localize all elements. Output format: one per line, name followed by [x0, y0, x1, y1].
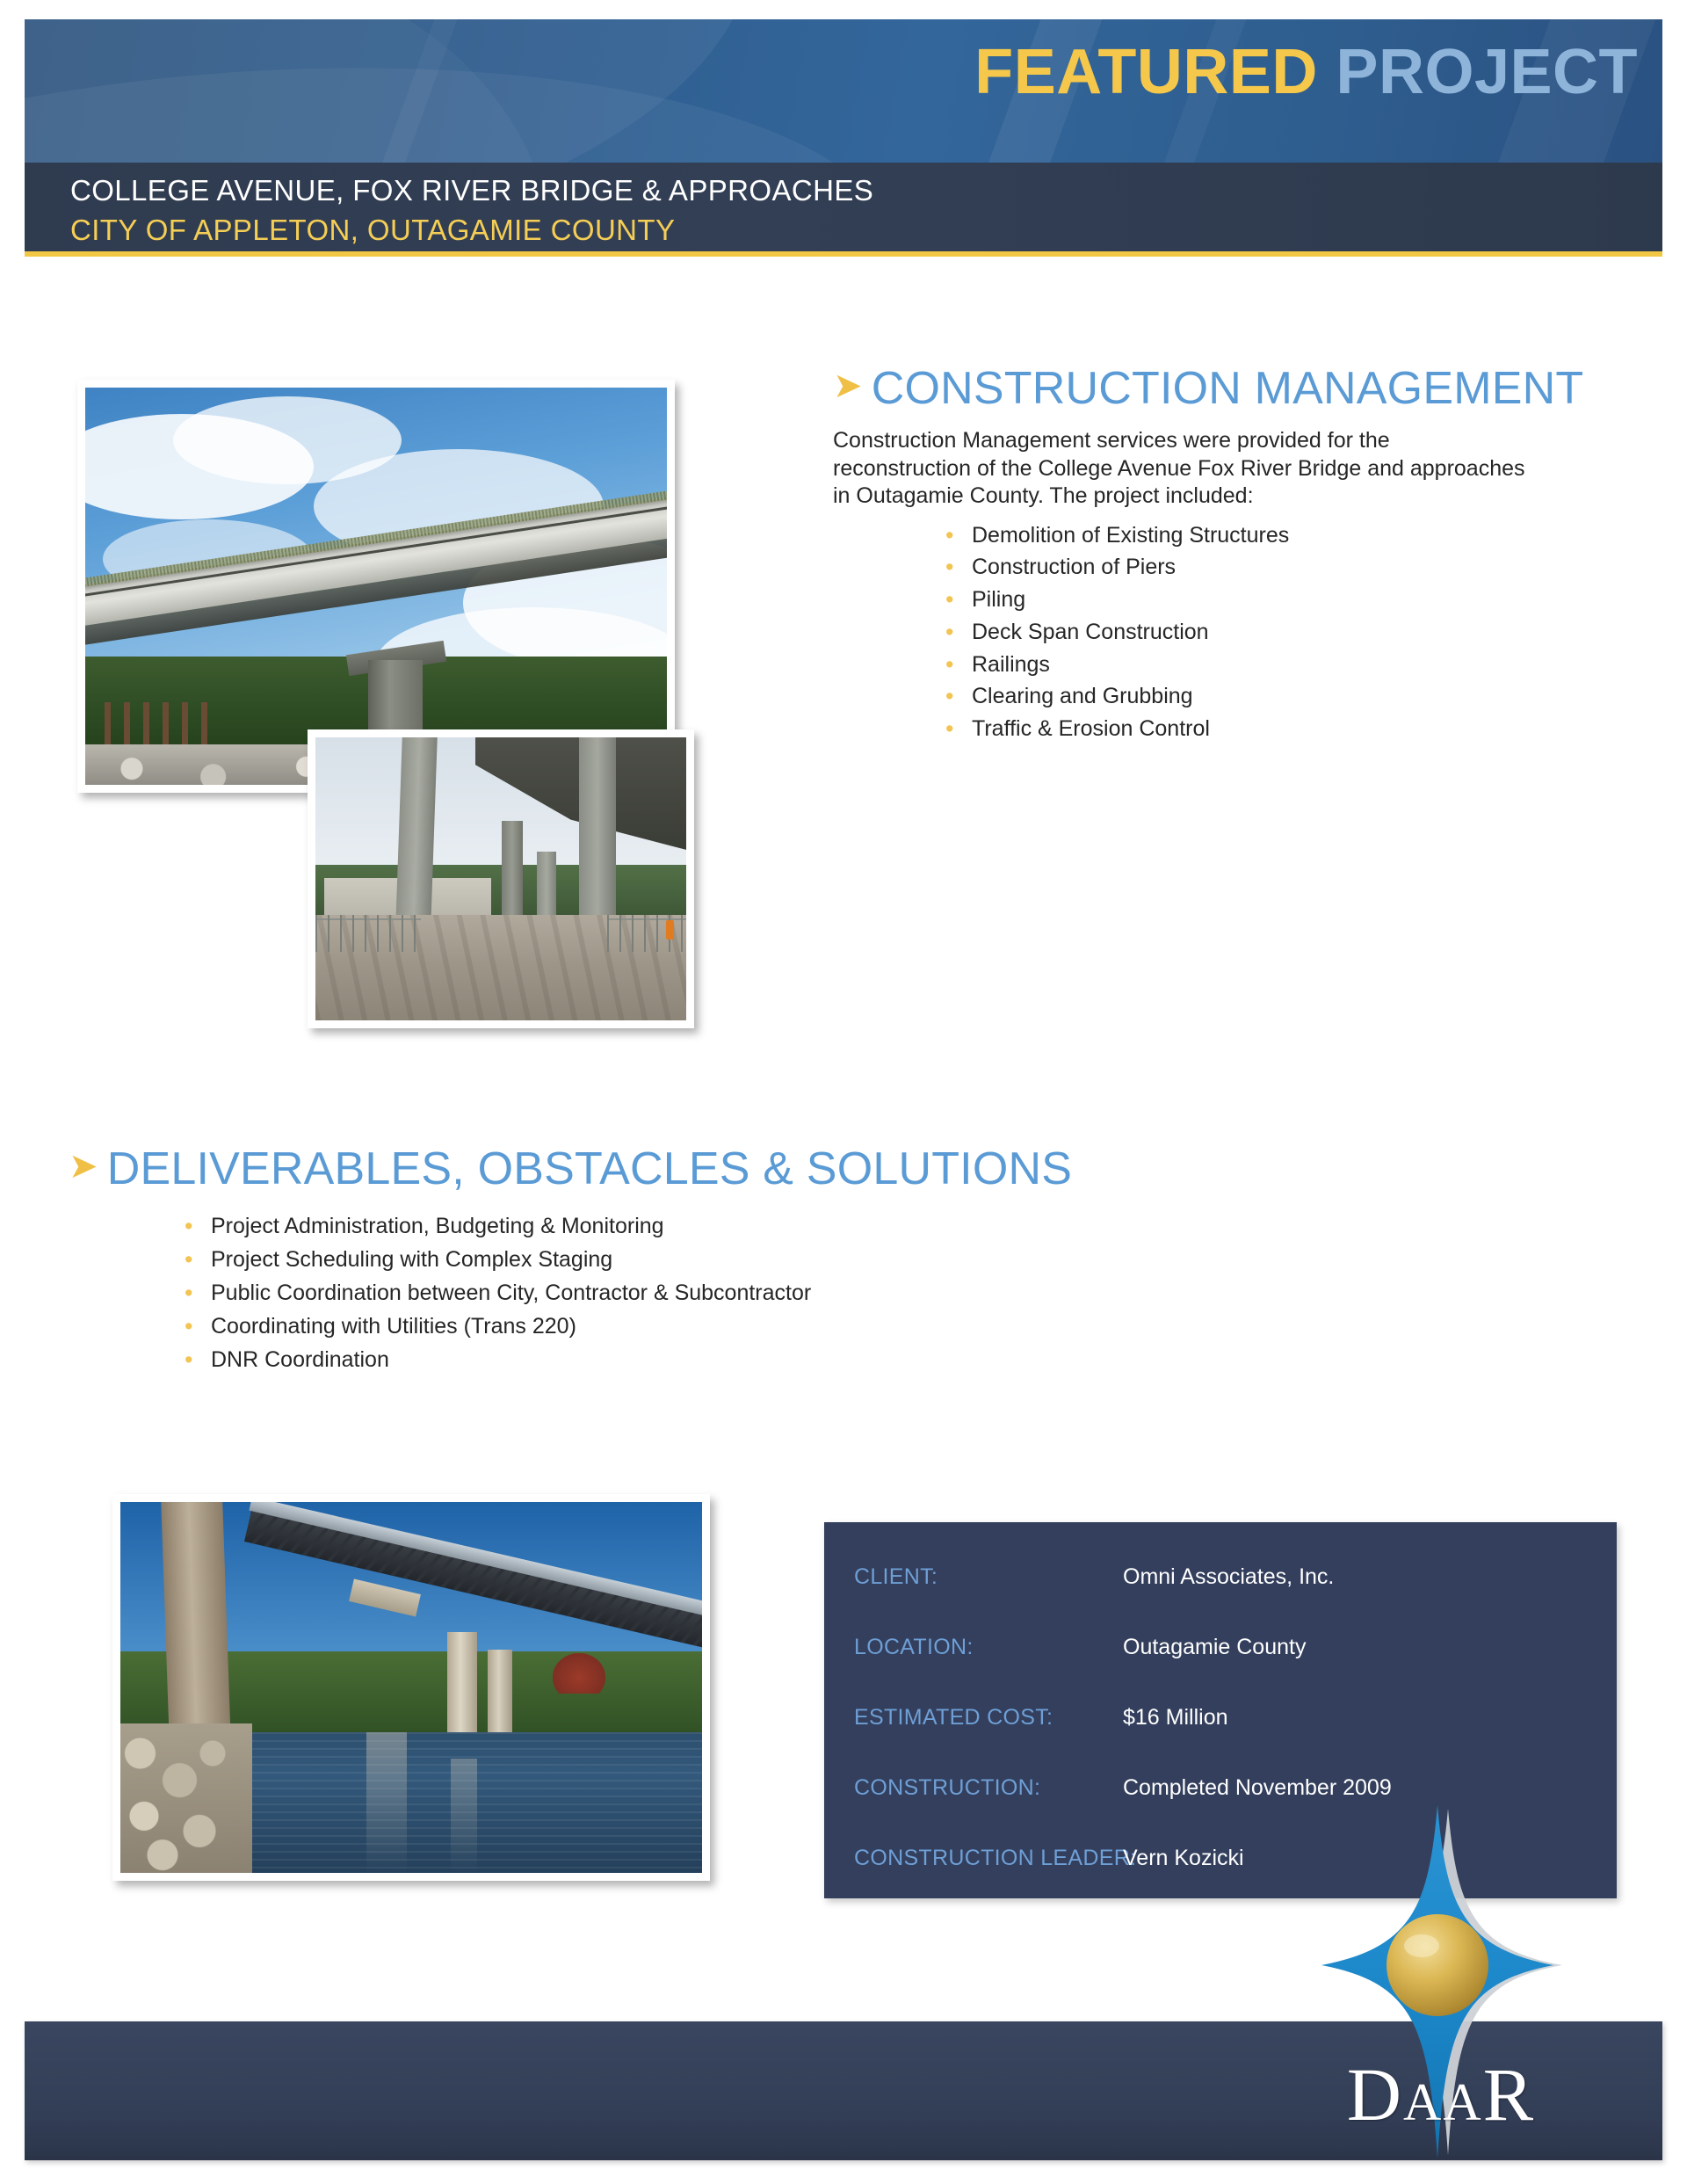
info-value: Outagamie County: [1123, 1635, 1307, 1659]
bridge-column-right: [579, 737, 616, 926]
info-row-location: [824, 1635, 1617, 1670]
info-value: Vern Kozicki: [1123, 1846, 1244, 1870]
featured-project-banner: [25, 19, 1662, 163]
worker-safety-vest: [666, 920, 674, 940]
info-value: Completed November 2009: [1123, 1775, 1392, 1800]
list-item: • Construction of Piers: [937, 551, 1624, 584]
construction-management-heading: [833, 362, 1624, 415]
deliverables-section: [69, 1143, 1299, 1376]
project-title: COLLEGE AVENUE, FOX RIVER BRIDGE & APPROACHES: [70, 174, 874, 207]
info-value: Omni Associates, Inc.: [1123, 1564, 1335, 1589]
list-item: • Demolition of Existing Structures: [937, 519, 1624, 552]
sphere-highlight: [1404, 1934, 1439, 1957]
construction-management-heading-text: CONSTRUCTION MANAGEMENT: [871, 363, 1584, 414]
info-label: CONSTRUCTION:: [854, 1775, 1041, 1800]
info-row-client: [824, 1564, 1617, 1600]
list-item: • Project Administration, Budgeting & Monitoring: [176, 1209, 1299, 1243]
list-item: • Deck Span Construction: [937, 616, 1624, 649]
deliverables-list: [176, 1209, 1299, 1376]
guard-railing-right: [607, 915, 686, 952]
deliverables-heading: [69, 1143, 1299, 1195]
construction-management-list: [937, 519, 1624, 745]
bridge-column-left: [395, 737, 438, 926]
pier-reflection-2: [451, 1759, 477, 1873]
list-item: • Project Scheduling with Complex Staging: [176, 1243, 1299, 1276]
pier-reflection: [366, 1732, 407, 1873]
gold-rule-divider: [25, 251, 1662, 257]
banner-diagonal-4: [351, 19, 476, 163]
banner-title-project: PROJECT: [1336, 37, 1638, 107]
arrowhead-right-icon: ➤: [69, 1147, 98, 1186]
photo-bridge-river: [112, 1494, 710, 1881]
info-value: $16 Million: [1123, 1705, 1228, 1730]
list-item: • Traffic & Erosion Control: [937, 713, 1624, 745]
arrowhead-right-icon: ➤: [833, 366, 863, 405]
list-item: • Public Coordination between City, Contractor & Subcontractor: [176, 1276, 1299, 1310]
riprap-stone: [120, 1723, 252, 1873]
guard-railing-left: [315, 915, 421, 952]
autumn-tree: [553, 1653, 605, 1694]
info-row-estimated-cost: [824, 1705, 1617, 1740]
banner-title-featured: FEATURED: [974, 37, 1318, 107]
bridge-column-mid: [502, 821, 523, 926]
info-label: CONSTRUCTION LEADER:: [854, 1846, 1137, 1870]
daar-wordmark: DaaR: [1346, 2052, 1536, 2137]
construction-management-section: [833, 362, 1624, 745]
info-label: ESTIMATED COST:: [854, 1705, 1053, 1730]
list-item: • Coordinating with Utilities (Trans 220): [176, 1310, 1299, 1343]
info-label: CLIENT:: [854, 1564, 938, 1589]
banner-swoosh-3: [25, 19, 552, 163]
list-item: • DNR Coordination: [176, 1343, 1299, 1376]
photo-under-deck: [308, 729, 694, 1028]
deliverables-heading-text: DELIVERABLES, OBSTACLES & SOLUTIONS: [106, 1143, 1073, 1194]
info-label: LOCATION:: [854, 1635, 974, 1659]
construction-management-paragraph: Construction Management services were provided for the reconstruction of the College Avenue Fox River Bridge and approaches in Outagamie County. The project included:: [833, 428, 1525, 508]
project-location: CITY OF APPLETON, OUTAGAMIE COUNTY: [70, 214, 676, 246]
list-item: • Piling: [937, 584, 1624, 616]
banner-title: [974, 37, 1638, 107]
list-item: • Railings: [937, 649, 1624, 681]
banner-swoosh-2: [25, 26, 917, 163]
gold-sphere: [1387, 1914, 1488, 2016]
list-item: • Clearing and Grubbing: [937, 680, 1624, 713]
project-subtitle-band: [25, 163, 1662, 251]
